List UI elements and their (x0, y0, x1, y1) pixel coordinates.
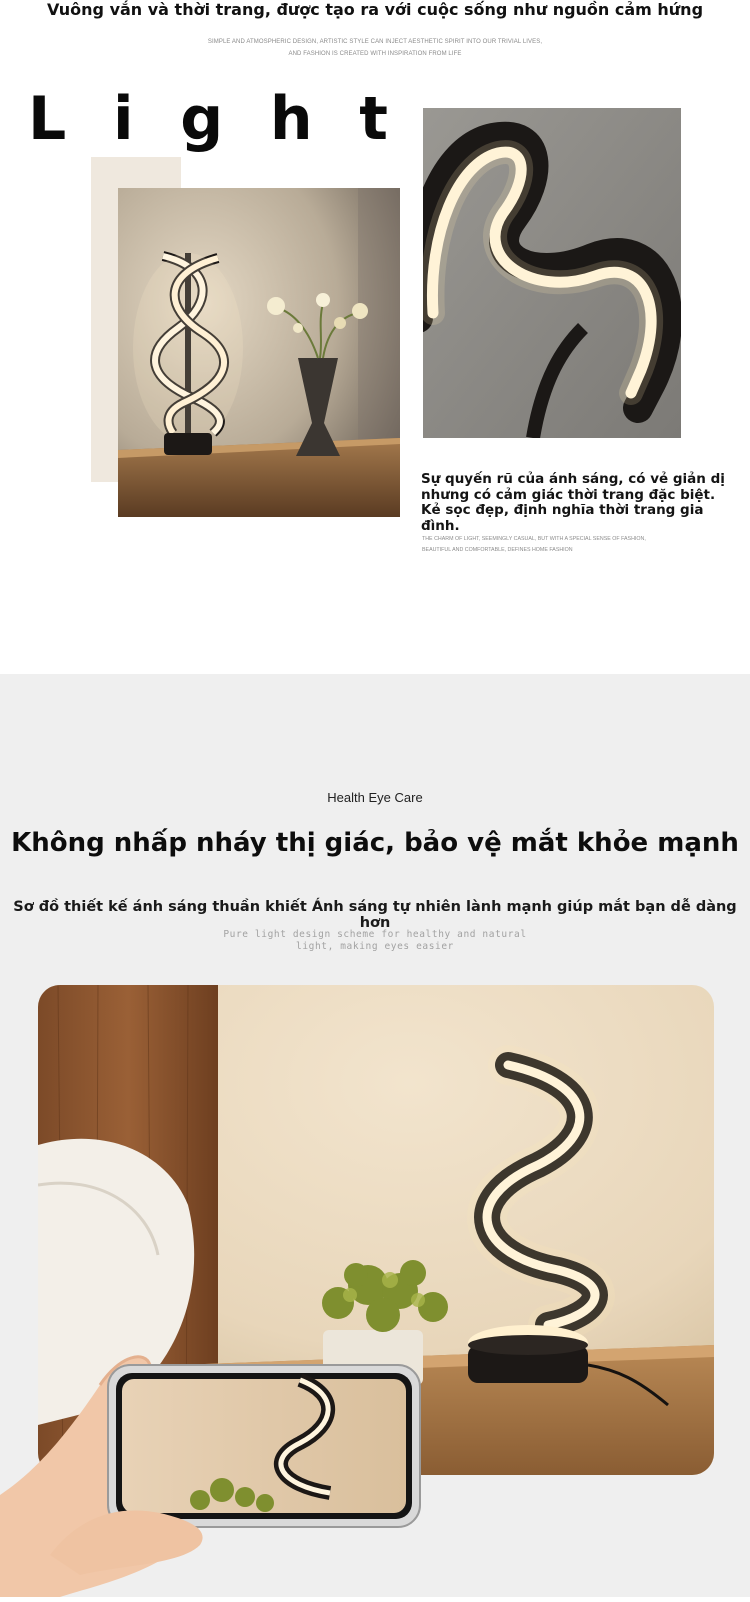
photo-helix-lamp (118, 188, 400, 517)
feature-caption: Sự quyến rũ của ánh sáng, có vẻ giản dị nhưng có cảm giác thời trang đặc biệt. Kẻ sọc đẹp, định nghĩa thời trang gia đình. (421, 471, 725, 534)
eye-care-en-line-1: Pure light design scheme for healthy and natural (223, 929, 527, 940)
hero-letter: L (28, 84, 67, 154)
subtitle-line-1: SIMPLE AND ATMOSPHERIC DESIGN, ARTISTIC STYLE CAN INJECT AESTHETIC SPIRIT INTO OUR TRIVIAL LIVES, (207, 39, 543, 45)
eye-care-subtitle-en (215, 929, 535, 953)
subtitle-line-2: AND FASHION IS CREATED WITH INSPIRATION FROM LIFE (288, 51, 462, 57)
caption-en-line-1: THE CHARM OF LIGHT, SEEMINGLY CASUAL, BUT WITH A SPECIAL SENSE OF FASHION, (422, 536, 646, 542)
section-title: Vuông vắn và thời trang, được tạo ra với cuộc sống như nguồn cảm hứng (46, 0, 704, 19)
eye-care-en-line-2: light, making eyes easier (296, 941, 454, 952)
eye-care-title: Không nhấp nháy thị giác, bảo vệ mắt khỏe mạnh (11, 828, 739, 858)
hero-word-light (28, 84, 388, 154)
eye-care-subtitle: Sơ đồ thiết kế ánh sáng thuần khiết Ánh sáng tự nhiên lành mạnh giúp mắt bạn dễ dàng hơn (13, 899, 737, 931)
feature-caption-en (422, 534, 692, 556)
caption-en-line-2: BEAUTIFUL AND COMFORTABLE, DEFINES HOME FASHION (422, 547, 573, 553)
hero-letter: g (180, 84, 224, 154)
eye-care-kicker: Health Eye Care (327, 790, 423, 805)
hero-letter: t (359, 84, 388, 154)
hero-letter: h (269, 84, 313, 154)
photo-s-curve-lamp (423, 108, 681, 438)
phone-in-hand (0, 1325, 430, 1597)
hero-letter: i (112, 84, 134, 154)
section-subtitle (200, 36, 550, 60)
